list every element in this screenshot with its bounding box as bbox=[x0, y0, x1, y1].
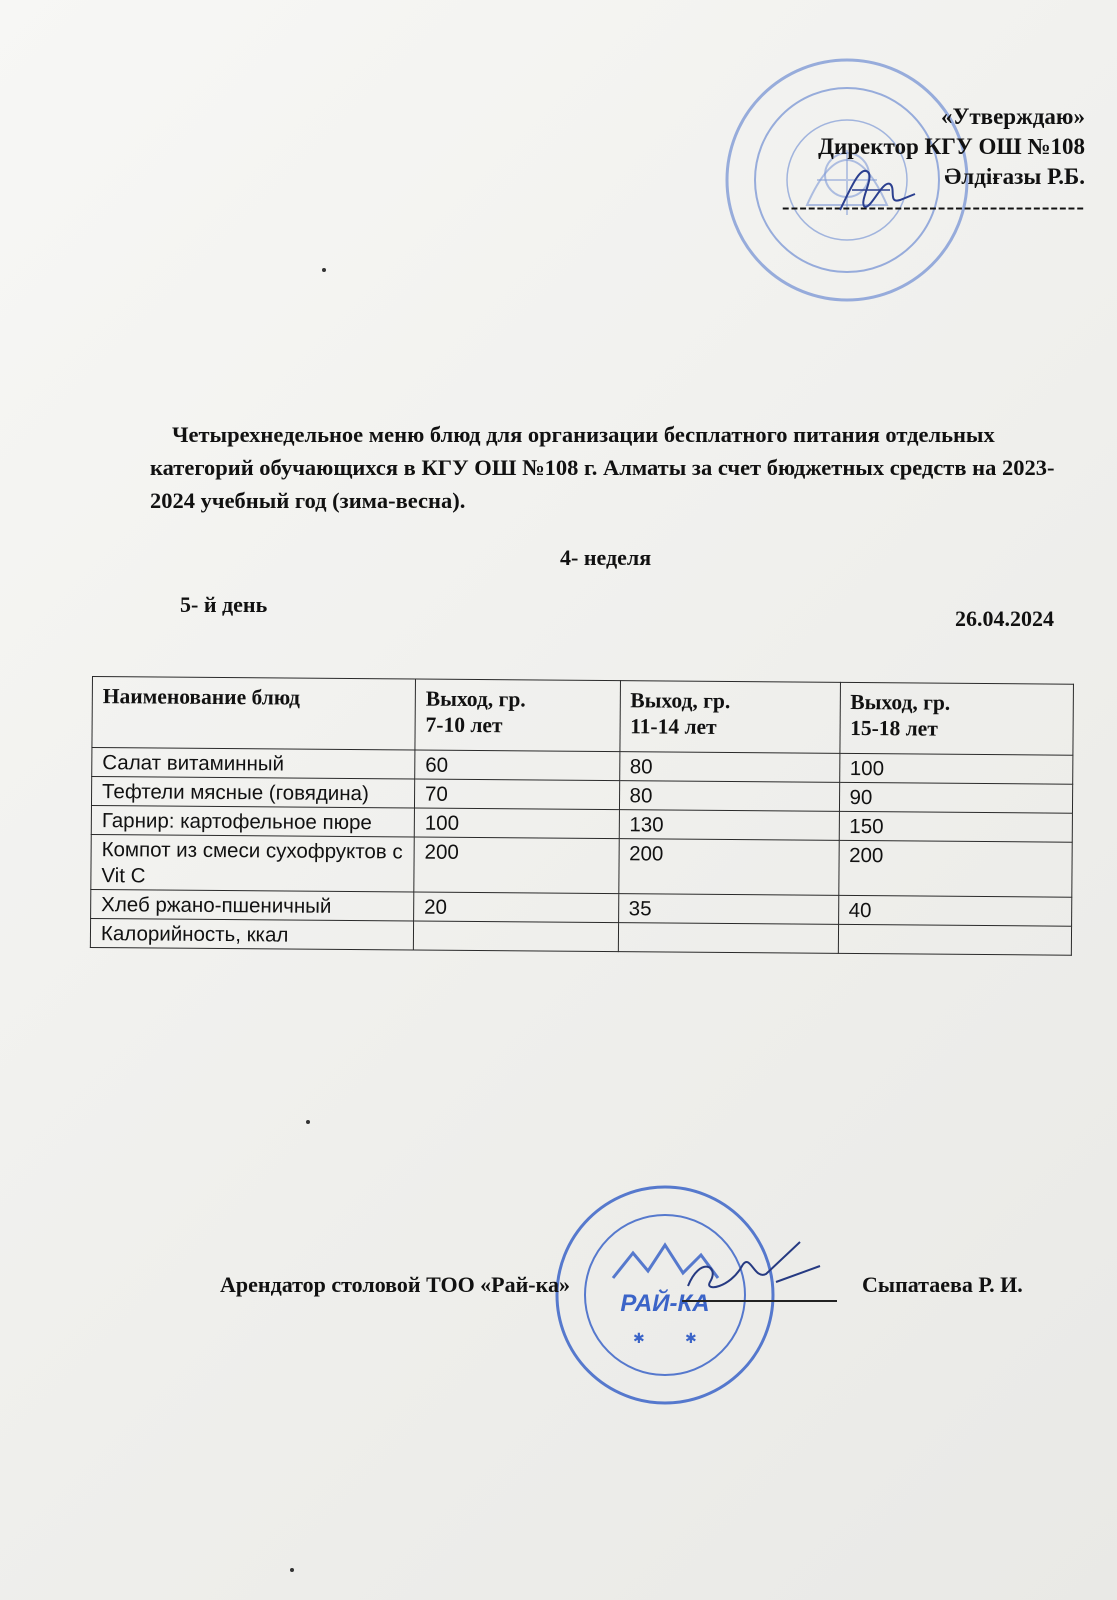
calorie-15-18 bbox=[838, 924, 1072, 955]
document-date: 26.04.2024 bbox=[955, 606, 1054, 631]
table-row bbox=[91, 834, 1072, 897]
week-label: 4- неделя bbox=[560, 545, 652, 570]
dish-name: Тефтели мясные (говядина) bbox=[91, 777, 414, 809]
approval-heading: «Утверждаю» bbox=[941, 104, 1085, 129]
table-header-row bbox=[92, 677, 1074, 756]
tenant-signature bbox=[680, 1236, 830, 1306]
calorie-11-14 bbox=[618, 923, 838, 954]
calorie-7-10 bbox=[413, 921, 618, 952]
portion-11-14: 200 bbox=[618, 839, 838, 896]
portion-7-10: 20 bbox=[414, 892, 619, 923]
dish-name: Хлеб ржано-пшеничный bbox=[91, 889, 414, 921]
portion-15-18: 100 bbox=[839, 753, 1073, 784]
tenant-label: Арендатор столовой ТОО «Рай-ка» bbox=[220, 1272, 570, 1297]
menu-table bbox=[90, 676, 1074, 956]
portion-7-10: 60 bbox=[415, 750, 620, 781]
portion-11-14: 35 bbox=[618, 894, 838, 925]
day-label: 5- й день bbox=[180, 592, 268, 617]
svg-text:✱: ✱ bbox=[633, 1331, 645, 1347]
portion-15-18: 200 bbox=[838, 840, 1072, 897]
stray-dot bbox=[290, 1568, 294, 1572]
portion-11-14: 80 bbox=[619, 752, 839, 783]
stamp-company-name: РАЙ-КА bbox=[620, 1290, 710, 1317]
portion-15-18: 90 bbox=[839, 782, 1073, 813]
portion-15-18: 40 bbox=[838, 895, 1072, 926]
director-signature bbox=[830, 160, 920, 220]
document-title: Четырехнедельное меню блюд для организации бесплатного питания отдельных категорий обучающихся в КГУ ОШ №108 г. Алматы за счет бюджетных средств на 2023-2024 учебный год (зима-весна). bbox=[150, 422, 1055, 513]
tenant-name: Сыпатаева Р. И. bbox=[862, 1272, 1023, 1297]
dish-name: Компот из смеси сухофруктов с Vit C bbox=[91, 834, 414, 892]
header-age-11-14: Выход, гр. 11-14 лет bbox=[619, 681, 840, 754]
portion-15-18: 150 bbox=[839, 811, 1073, 842]
portion-7-10: 70 bbox=[414, 779, 619, 810]
stray-dot bbox=[306, 1120, 310, 1124]
portion-7-10: 200 bbox=[414, 837, 619, 894]
approval-signature-line: ----------------------------------- bbox=[781, 194, 1085, 219]
portion-11-14: 80 bbox=[619, 781, 839, 812]
portion-11-14: 130 bbox=[619, 810, 839, 841]
header-age-7-10: Выход, гр. 7-10 лет bbox=[415, 679, 620, 752]
approval-director-name: Әлдіғазы Р.Б. bbox=[944, 164, 1085, 189]
header-age-15-18: Выход, гр. 15-18 лет bbox=[839, 682, 1073, 755]
header-dish-name: Наименование блюд bbox=[92, 677, 416, 751]
calorie-label: Калорийность, ккал bbox=[90, 918, 413, 950]
portion-7-10: 100 bbox=[414, 808, 619, 839]
dish-name: Гарнир: картофельное пюре bbox=[91, 805, 414, 837]
stray-dot bbox=[322, 268, 326, 272]
svg-text:✱: ✱ bbox=[685, 1331, 697, 1347]
approval-position: Директор КГУ ОШ №108 bbox=[818, 134, 1085, 159]
dish-name: Салат витаминный bbox=[92, 748, 415, 780]
